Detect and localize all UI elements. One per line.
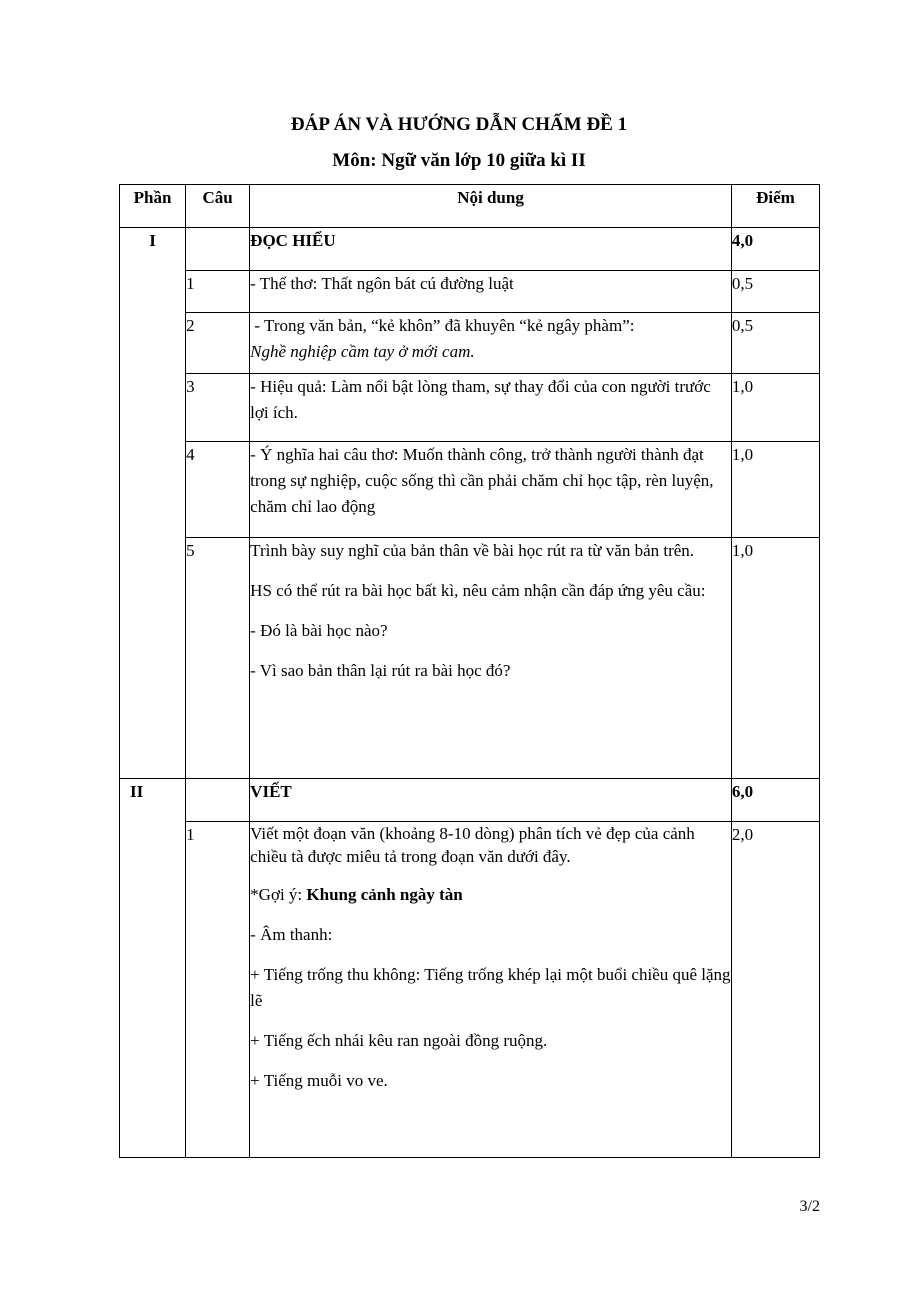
section-score: 6,0 [731, 779, 819, 822]
question-score: 2,0 [731, 822, 819, 1158]
answer-paragraph: + Tiếng muỗi vo ve. [250, 1071, 388, 1090]
section-score: 4,0 [731, 228, 819, 271]
header-part: Phần [120, 185, 186, 228]
section-part-label: II [120, 779, 186, 1158]
answer-content [250, 313, 732, 374]
answer-line: - Hiệu quả: Làm nổi bật lòng tham, sự thay đổi của con người trước lợi ích. [250, 377, 711, 422]
question-number [186, 779, 250, 822]
document-title: ĐÁP ÁN VÀ HƯỚNG DẪN CHẤM ĐỀ 1 [290, 114, 628, 135]
answer-line: - Thể thơ: Thất ngôn bát cú đường luật [250, 274, 514, 293]
table-row [120, 313, 820, 374]
section-heading: ĐỌC HIỂU [250, 228, 732, 271]
answer-content [250, 442, 732, 538]
answer-line: - Ý nghĩa hai câu thơ: Muốn thành công, trở thành người thành đạt trong sự nghiệp, cuộc sống thì cần phải chăm chỉ học tập, rèn luyện, chăm chỉ lao động [250, 445, 714, 516]
quoted-verse: Nghề nghiệp cầm tay ở mới cam. [250, 342, 475, 361]
question-number: 2 [186, 313, 250, 374]
answer-paragraph: - Vì sao bản thân lại rút ra bài học đó? [250, 661, 511, 680]
header-content: Nội dung [250, 185, 732, 228]
question-score: 0,5 [731, 271, 819, 313]
table-header-row [120, 185, 820, 228]
question-score: 1,0 [731, 538, 819, 779]
table-row [120, 538, 820, 779]
table-row [120, 822, 820, 1158]
question-score: 1,0 [731, 374, 819, 442]
question-score: 0,5 [731, 313, 819, 374]
answer-paragraph: Viết một đoạn văn (khoảng 8-10 dòng) phân tích vẻ đẹp của cảnh chiều tà được miêu tả trong đoạn văn dưới đây. [250, 824, 695, 866]
table-row [120, 442, 820, 538]
answer-paragraph: HS có thể rút ra bài học bất kì, nêu cảm nhận cần đáp ứng yêu cầu: [250, 581, 706, 600]
document-subtitle: Môn: Ngữ văn lớp 10 giữa kì II [332, 150, 586, 171]
section-row [120, 779, 820, 822]
answer-paragraph: - Âm thanh: [250, 925, 333, 944]
answer-paragraph: Trình bày suy nghĩ của bản thân về bài học rút ra từ văn bản trên. [250, 541, 695, 560]
answer-content [250, 822, 732, 1158]
answer-paragraph: + Tiếng ếch nhái kêu ran ngoài đồng ruộng. [250, 1031, 548, 1050]
question-number: 5 [186, 538, 250, 779]
answer-paragraph: - Đó là bài học nào? [250, 621, 388, 640]
hint-topic: Khung cảnh ngày tàn [306, 885, 463, 904]
table-row [120, 374, 820, 442]
question-number: 1 [186, 822, 250, 1158]
header-score: Điểm [731, 185, 819, 228]
hint-prefix: *Gợi ý: [250, 885, 307, 904]
question-number: 4 [186, 442, 250, 538]
question-score: 1,0 [731, 442, 819, 538]
table-row [120, 271, 820, 313]
page-number: 3/2 [799, 1198, 820, 1215]
answer-table [119, 184, 820, 1158]
question-number: 3 [186, 374, 250, 442]
section-heading: VIẾT [250, 779, 732, 822]
section-part-label: I [120, 228, 186, 779]
question-number [186, 228, 250, 271]
section-row [120, 228, 820, 271]
answer-content [250, 538, 732, 779]
answer-content [250, 374, 732, 442]
hint-line [250, 882, 731, 908]
question-number: 1 [186, 271, 250, 313]
answer-paragraph: + Tiếng trống thu không: Tiếng trống khép lại một buổi chiều quê lặng lẽ [250, 965, 731, 1010]
answer-line: - Trong văn bản, “kẻ khôn” đã khuyên “kẻ ngây phàm”: [250, 316, 635, 335]
answer-content [250, 271, 732, 313]
header-question: Câu [186, 185, 250, 228]
